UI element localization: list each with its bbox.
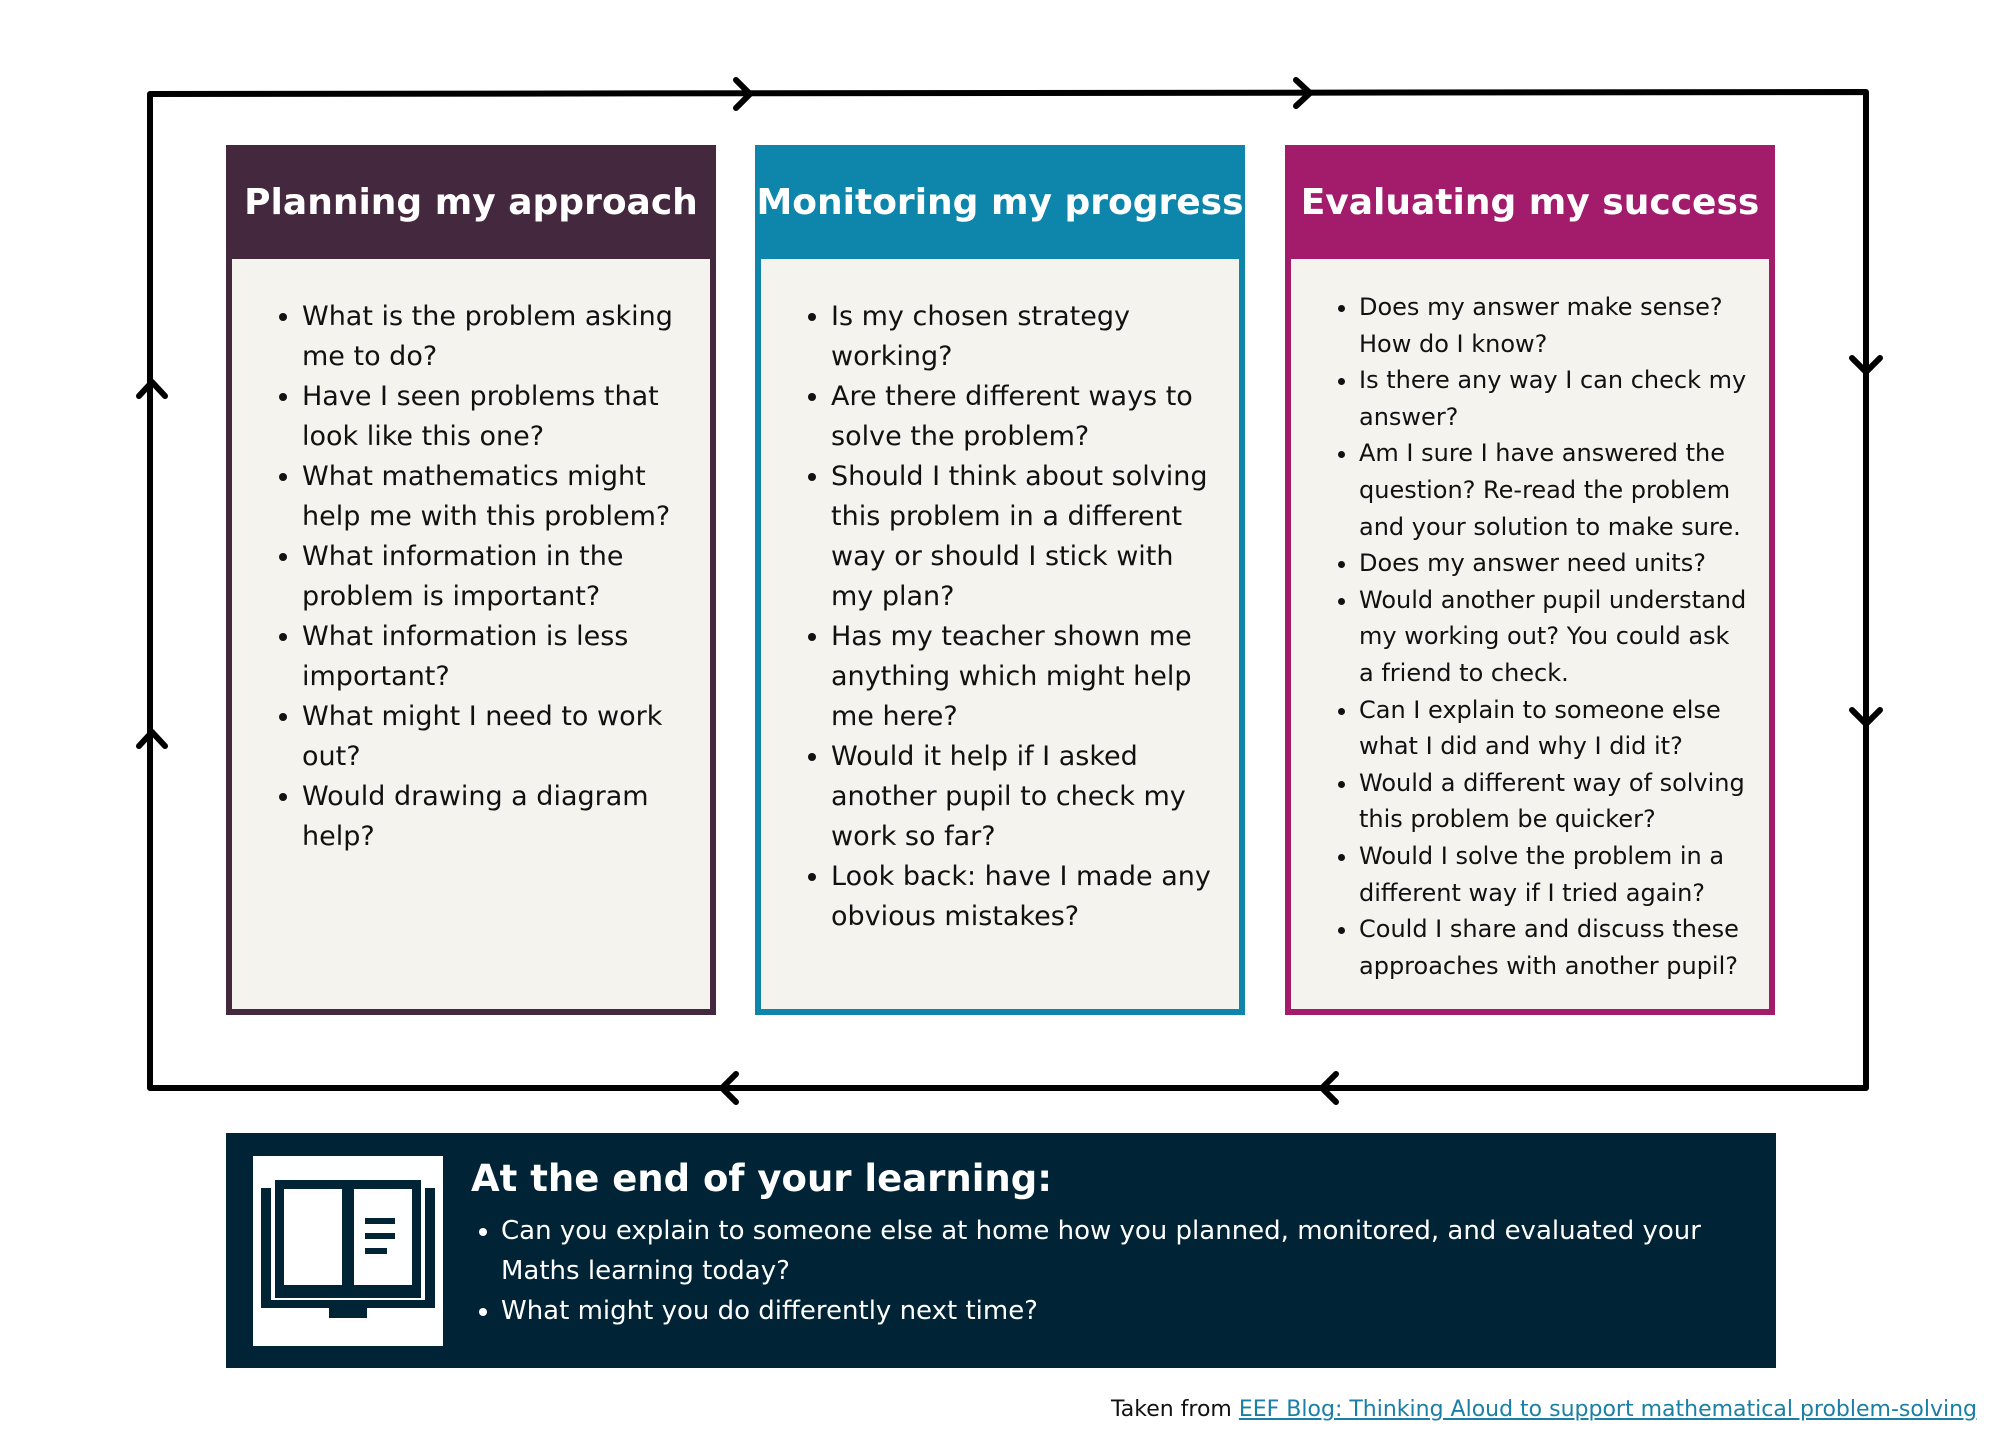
list-item: • Is there any way I can check my answer? [1359,362,1747,435]
list-item: • Would it help if I asked another pupil to check my work so far? [831,737,1217,857]
list-item: • Are there different ways to solve the problem? [831,377,1217,457]
book-icon-box [253,1156,443,1346]
list-item: • Would another pupil understand my working out? You could ask a friend to check. [1359,582,1747,692]
list-item: • Would drawing a diagram help? [302,777,688,857]
end-of-learning-title: At the end of your learning: [471,1157,1053,1200]
planning-title: Planning my approach [226,145,716,259]
end-of-learning-panel [226,1133,1776,1368]
list-item: • Can you explain to someone else at home how you planned, monitored, and evaluated your Maths learning today? [501,1211,1781,1291]
list-item: • What information in the problem is important? [302,537,688,617]
list-item: • Would a different way of solving this problem be quicker? [1359,765,1747,838]
list-item: • Does my answer need units? [1359,545,1747,582]
evaluating-title: Evaluating my success [1285,145,1775,259]
list-item: • Should I think about solving this problem in a different way or should I stick with my plan? [831,457,1217,617]
citation-prefix: Taken from [1110,1397,1232,1422]
list-item: • Would I solve the problem in a different way if I tried again? [1359,838,1747,911]
list-item: • Have I seen problems that look like this one? [302,377,688,457]
end-of-learning-list [471,1211,1781,1331]
list-item: • What might I need to work out? [302,697,688,777]
monitoring-question-list [761,259,1239,937]
list-item: • Is my chosen strategy working? [831,297,1217,377]
list-item: • What is the problem asking me to do? [302,297,688,377]
list-item: • What information is less important? [302,617,688,697]
monitoring-title: Monitoring my progress [755,145,1245,259]
list-item: • What mathematics might help me with this problem? [302,457,688,537]
source-link[interactable]: EEF Blog: Thinking Aloud to support mathematical problem-solving [1238,1397,1977,1422]
planning-card [226,145,716,1015]
planning-question-list [232,259,710,857]
list-item: • Could I share and discuss these approaches with another pupil? [1359,911,1747,984]
source-citation [1111,1397,1977,1422]
evaluating-question-list [1291,259,1769,984]
list-item: • Am I sure I have answered the question? Re-read the problem and your solution to make sure. [1359,435,1747,545]
list-item: • What might you do differently next time? [501,1291,1781,1331]
evaluating-card [1285,145,1775,1015]
list-item: • Look back: have I made any obvious mistakes? [831,857,1217,937]
list-item: • Does my answer make sense? How do I know? [1359,289,1747,362]
monitoring-card [755,145,1245,1015]
open-book-icon [253,1156,443,1346]
list-item: • Has my teacher shown me anything which might help me here? [831,617,1217,737]
list-item: • Can I explain to someone else what I did and why I did it? [1359,692,1747,765]
